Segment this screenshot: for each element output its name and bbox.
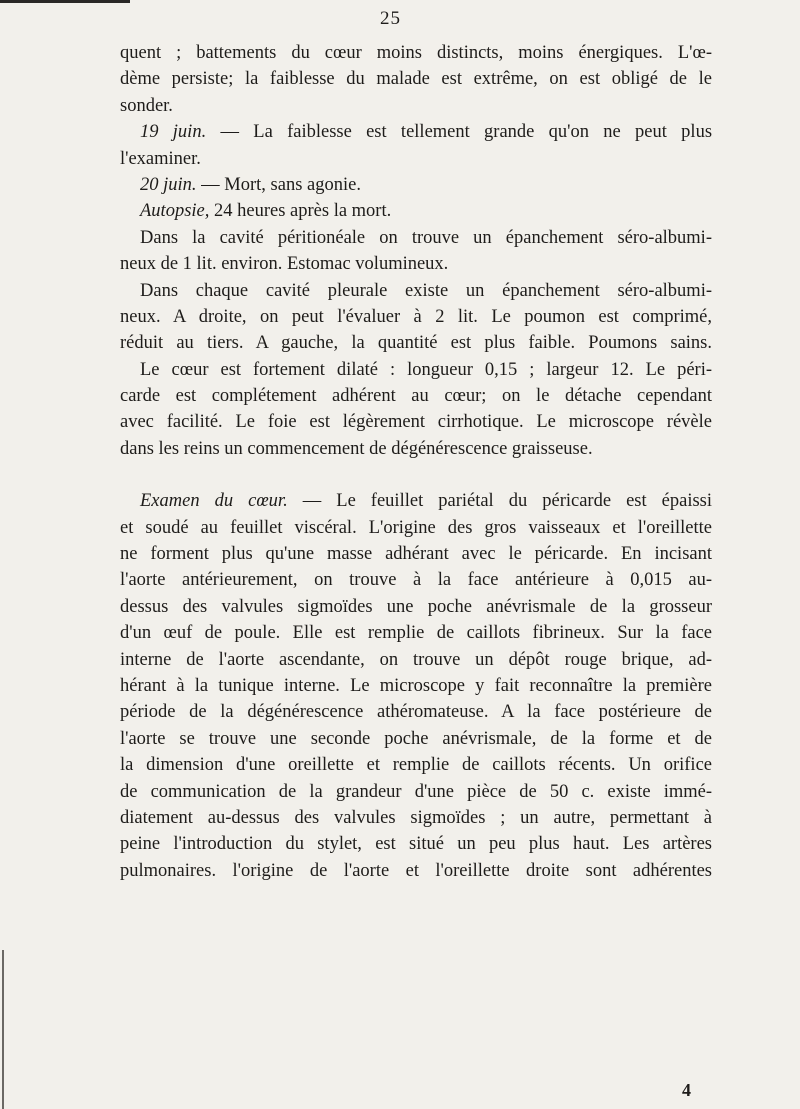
text-span: 24 heures après la mort. — [214, 201, 392, 222]
page-number: 25 — [380, 8, 401, 29]
text-line: période de la dégénérescence athéromateuse. A la face postérieure de — [120, 702, 712, 723]
date-label: 20 juin. — [140, 174, 197, 195]
text-span: — Le feuillet pariétal du péricarde est épaissi — [302, 491, 713, 512]
paragraph-gap — [120, 462, 712, 488]
date-label: 19 juin. — [140, 122, 207, 143]
text-line: pulmonaires. l'origine de l'aorte et l'oreillette droite sont adhérentes — [120, 860, 712, 881]
left-margin-rule — [2, 950, 4, 1109]
body-text — [120, 40, 712, 884]
text-line: dessus des valvules sigmoïdes une poche anévrismale de la grosseur — [120, 596, 712, 617]
text-line: neux de 1 lit. environ. Estomac volumineux. — [120, 254, 449, 275]
signature-mark: 4 — [682, 1080, 691, 1100]
text-line: interne de l'aorte ascendante, on trouve un dépôt rouge brique, ad- — [120, 649, 712, 670]
section-label: Autopsie, — [140, 201, 210, 222]
text-line: réduit au tiers. A gauche, la quantité est plus faible. Poumons sains. — [120, 333, 712, 354]
text-line: de communication de la grandeur d'une pièce de 50 c. existe immé- — [120, 781, 712, 802]
text-line: l'examiner. — [120, 148, 201, 169]
text-line: carde est complétement adhérent au cœur; on le détache cependant — [120, 386, 712, 407]
text-line: et soudé au feuillet viscéral. L'origine des gros vaisseaux et l'oreillette — [120, 517, 712, 538]
text-span: — Mort, sans agonie. — [201, 174, 361, 195]
text-line: dème persiste; la faiblesse du malade est extrême, on est obligé de le — [120, 69, 712, 90]
text-line: Le cœur est fortement dilaté : longueur 0,15 ; largeur 12. Le péri- — [140, 359, 712, 380]
text-line: diatement au-dessus des valvules sigmoïdes ; un autre, permettant à — [120, 807, 712, 828]
autopsy-line — [120, 198, 712, 224]
text-span: — La faiblesse est tellement grande qu'on ne peut plus — [220, 122, 713, 143]
text-line: Dans la cavité péritionéale on trouve un épanchement séro-albumi- — [140, 227, 712, 248]
text-line: l'aorte se trouve une seconde poche anévrismale, de la forme et de — [120, 728, 712, 749]
text-line: la dimension d'une oreillette et remplie de caillots récents. Un orifice — [120, 755, 712, 776]
section-label: Examen du cœur. — [140, 491, 288, 512]
text-line: sonder. — [120, 95, 173, 116]
text-line: dans les reins un commencement de dégénérescence graisseuse. — [120, 438, 593, 459]
text-line: neux. A droite, on peut l'évaluer à 2 lit. Le poumon est comprimé, — [120, 306, 712, 327]
text-line: hérant à la tunique interne. Le microscope y fait reconnaître la première — [120, 675, 712, 696]
heart-exam-line — [120, 488, 712, 514]
text-line: avec facilité. Le foie est légèrement cirrhotique. Le microscope révèle — [120, 412, 712, 433]
dated-line — [120, 119, 712, 145]
text-line: d'un œuf de poule. Elle est remplie de caillots fibrineux. Sur la face — [120, 623, 712, 644]
text-line: quent ; battements du cœur moins distincts, moins énergiques. L'œ- — [120, 43, 712, 63]
text-line: l'aorte antérieurement, on trouve à la face antérieure à 0,015 au- — [120, 570, 712, 591]
text-line: peine l'introduction du stylet, est situé un peu plus haut. Les artères — [120, 834, 712, 855]
top-rule — [0, 0, 130, 3]
text-line: ne forment plus qu'une masse adhérant avec le péricarde. En incisant — [120, 544, 712, 565]
text-line: Dans chaque cavité pleurale existe un épanchement séro-albumi- — [140, 280, 712, 301]
dated-line — [120, 172, 712, 198]
